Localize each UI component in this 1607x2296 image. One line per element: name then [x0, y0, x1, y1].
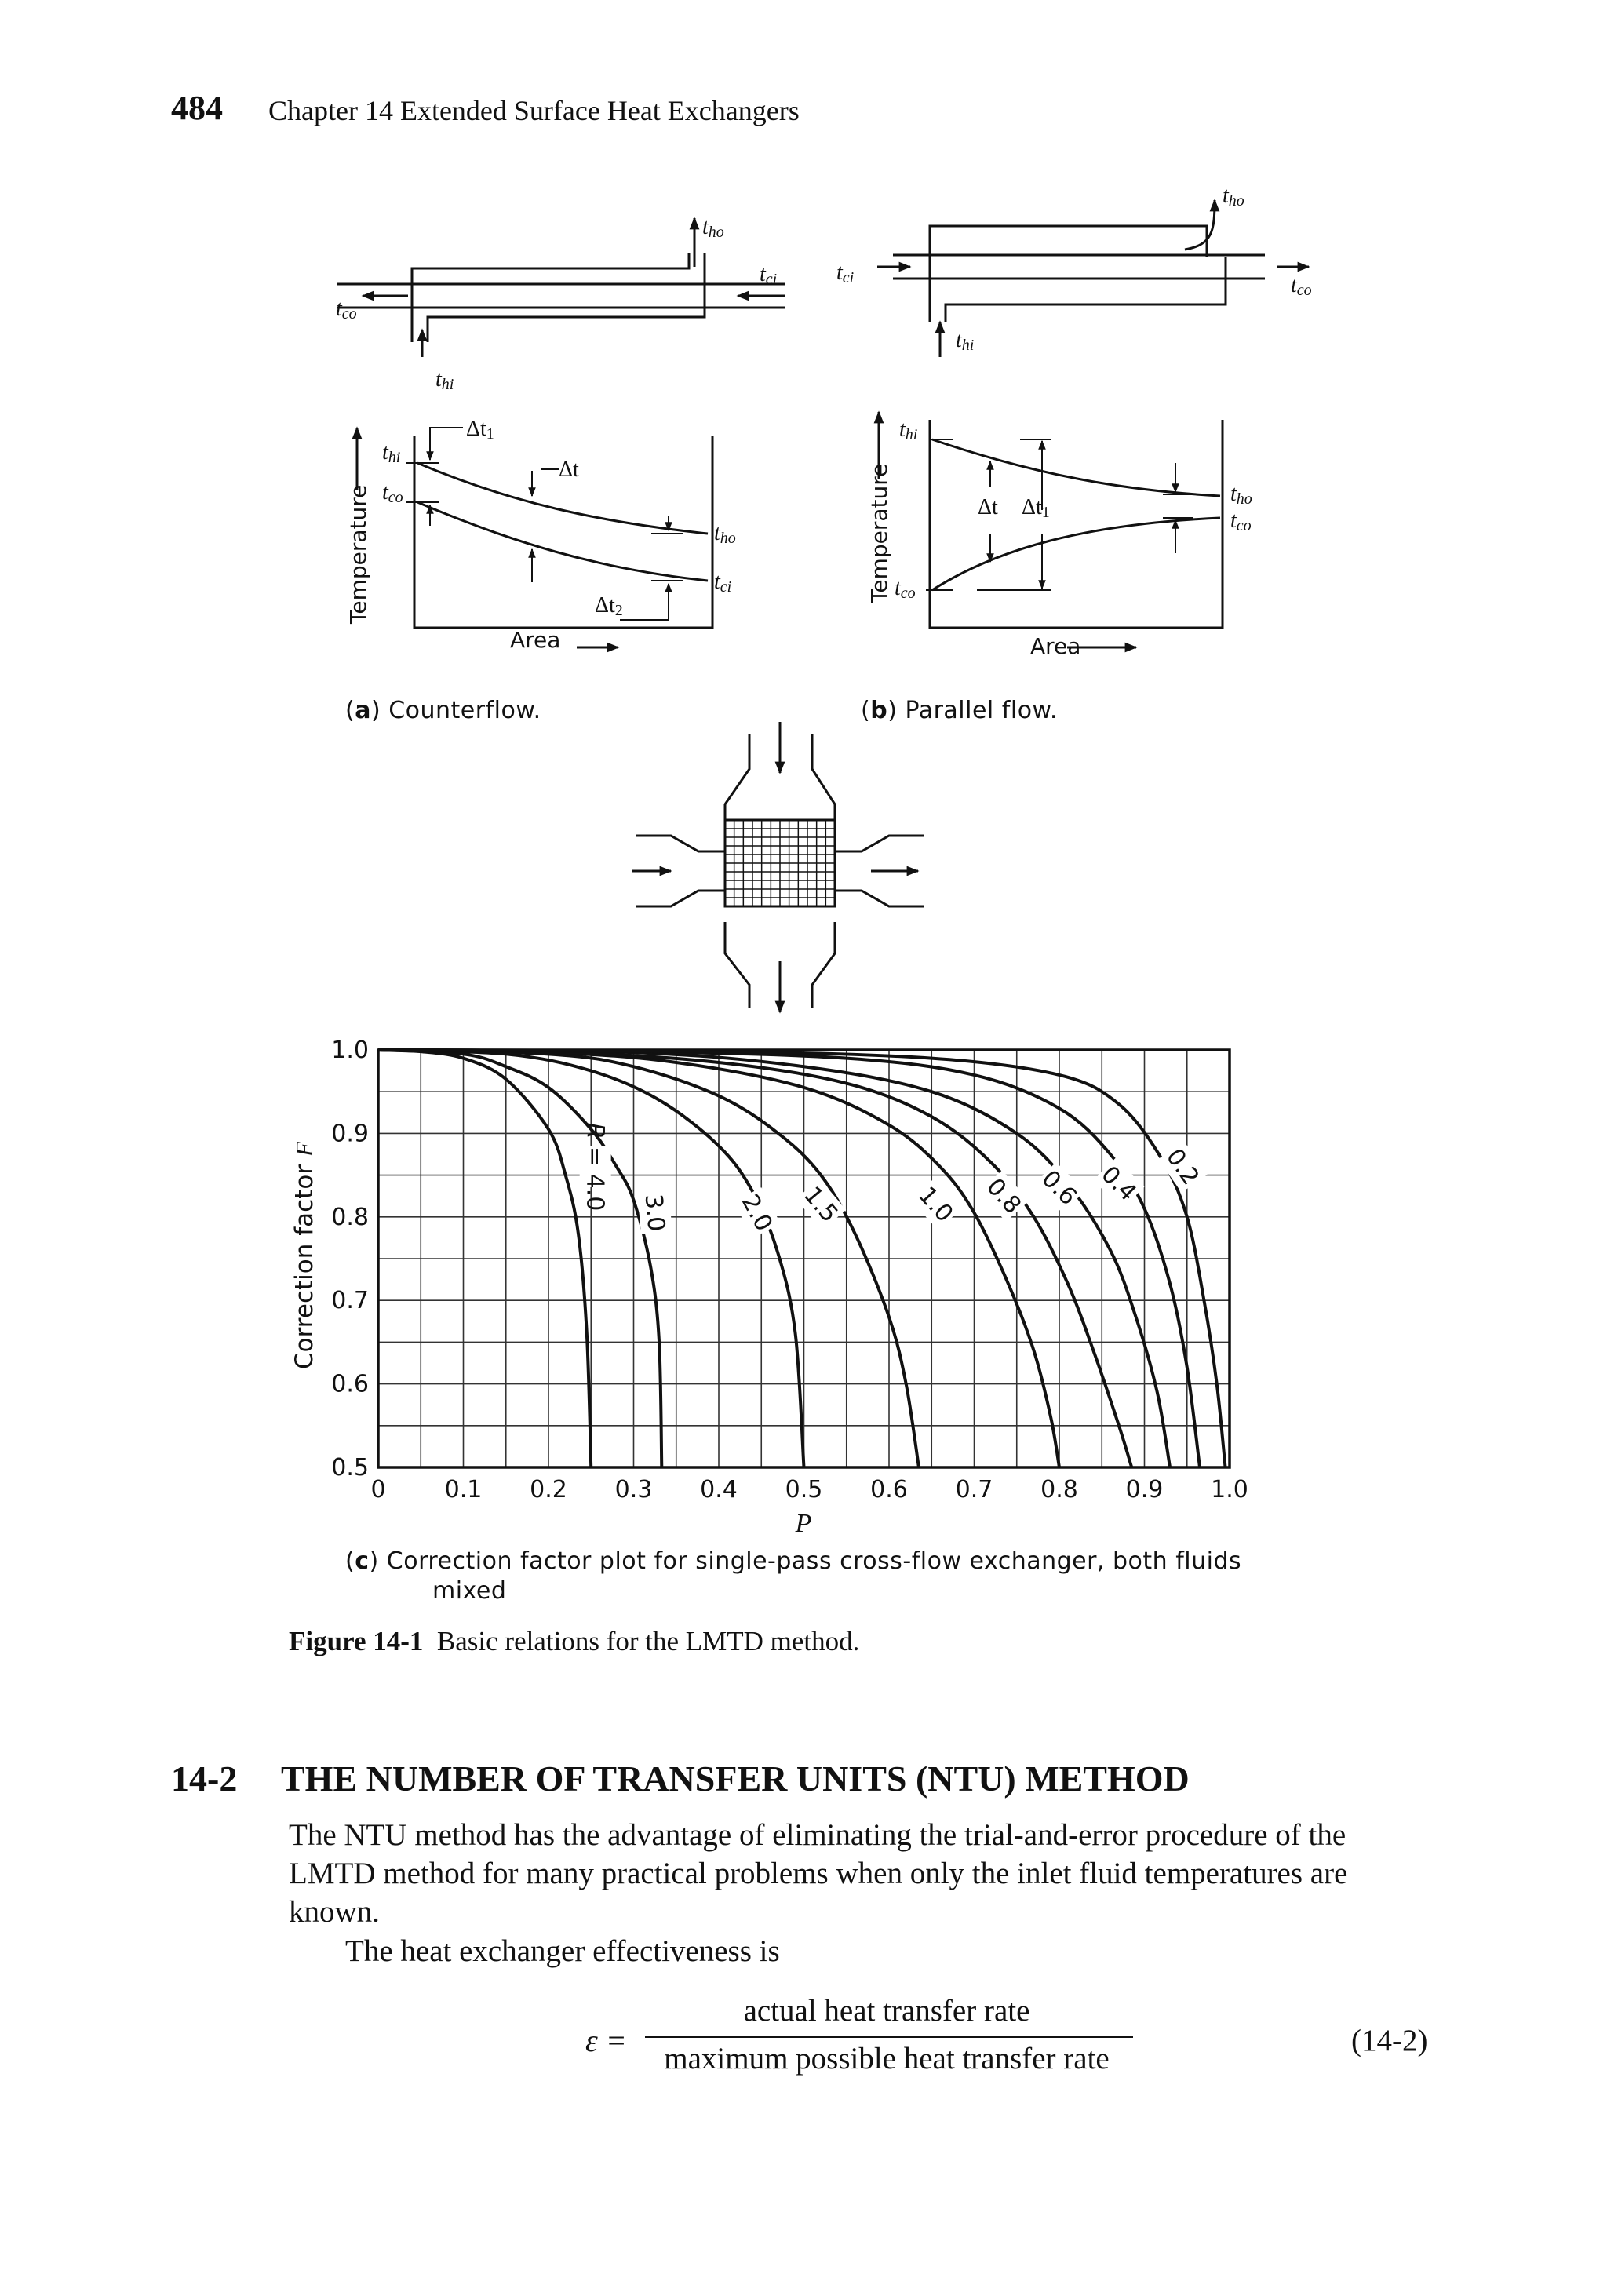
- svg-text:Δt: Δt: [559, 457, 579, 482]
- equation-lhs: ε =: [585, 2023, 627, 2058]
- caption-b: (b) Parallel flow.: [861, 697, 1058, 724]
- equation-number: (14-2): [1351, 2024, 1428, 2057]
- svg-text:Δt1: Δt1: [466, 417, 494, 443]
- body-paragraph: The heat exchanger effectiveness is: [345, 1934, 780, 1968]
- svg-text:tho: tho: [1230, 482, 1252, 508]
- x-tick-label: 0.2: [530, 1476, 567, 1503]
- y-tick-label: 0.8: [331, 1203, 369, 1231]
- fraction-bar: [645, 2036, 1133, 2038]
- svg-text:tci: tci: [714, 570, 732, 596]
- svg-text:tho: tho: [702, 215, 724, 241]
- series-label: 0.6: [1036, 1164, 1082, 1212]
- svg-text:tho: tho: [714, 521, 736, 547]
- y-tick-label: 1.0: [331, 1037, 369, 1064]
- counterflow-ylabel: Temperature: [345, 484, 371, 624]
- y-tick-label: 0.6: [331, 1370, 369, 1398]
- page-number: 484: [171, 89, 223, 127]
- x-tick-label: 0.9: [1125, 1476, 1164, 1503]
- x-tick-label: 1.0: [1211, 1476, 1248, 1503]
- caption-c-line1: (c) Correction factor plot for single-pass cross-flow exchanger, both fluids: [345, 1547, 1242, 1575]
- section-number: 14-2: [171, 1758, 238, 1799]
- series-label: 2.0: [735, 1190, 778, 1236]
- svg-text:tci: tci: [760, 262, 778, 288]
- x-tick-label: 0.8: [1040, 1476, 1078, 1503]
- series-label: 1.5: [798, 1181, 844, 1228]
- parallelflow-plot: [879, 412, 1223, 647]
- svg-text:thi: thi: [899, 417, 918, 443]
- parallelflow-schematic: [877, 200, 1309, 357]
- running-header: Chapter 14 Extended Surface Heat Exchangers: [268, 95, 800, 126]
- section-title: THE NUMBER OF TRANSFER UNITS (NTU) METHOD: [281, 1758, 1190, 1799]
- series-label: R = 4.0: [581, 1122, 609, 1212]
- label-tho: t: [702, 215, 709, 239]
- svg-text:thi: thi: [956, 328, 975, 354]
- x-tick-label: 0.7: [955, 1476, 993, 1503]
- series-label: 3.0: [639, 1193, 670, 1233]
- svg-text:tco: tco: [895, 576, 916, 602]
- figure-caption: [289, 1626, 859, 1657]
- svg-text:thi: thi: [435, 367, 454, 393]
- x-tick-label: 0.3: [614, 1476, 653, 1503]
- svg-text:tho: tho: [1223, 184, 1244, 210]
- svg-text:tco: tco: [336, 297, 357, 323]
- x-tick-label: 0.4: [700, 1476, 738, 1503]
- figure-caption-label: Figure 14-1: [289, 1626, 424, 1656]
- series-label: 1.0: [913, 1181, 959, 1228]
- body-paragraph: The NTU method has the advantage of eliminating the trial-and-error procedure of the LMTD method for many practical problems when only the inlet fluid temperatures are known.: [289, 1818, 1348, 1929]
- series-label: 0.2: [1160, 1143, 1204, 1190]
- x-tick-label: 0: [370, 1476, 386, 1503]
- svg-text:tco: tco: [382, 480, 403, 506]
- svg-text:tco: tco: [1230, 508, 1252, 534]
- y-tick-label: 0.5: [331, 1454, 369, 1481]
- equation-numerator: actual heat transfer rate: [743, 1994, 1030, 2028]
- y-tick-label: 0.7: [331, 1287, 369, 1315]
- counterflow-labels: [336, 215, 777, 619]
- svg-text:Δt: Δt: [978, 495, 998, 519]
- x-tick-label: 0.1: [444, 1476, 483, 1503]
- counterflow-xlabel: Area: [510, 627, 561, 653]
- section-heading: [171, 1758, 1190, 1799]
- correction-factor-chart: [290, 1037, 1248, 1538]
- figure-caption-text: Basic relations for the LMTD method.: [436, 1626, 860, 1656]
- parallelflow-xlabel: Area: [1030, 633, 1081, 659]
- parallelflow-ylabel: Temperature: [866, 463, 892, 603]
- svg-text:tco: tco: [1291, 273, 1312, 299]
- svg-text:Δt2: Δt2: [595, 593, 623, 619]
- crossflow-core-sketch: [632, 722, 924, 1012]
- equation-14-2: [0, 1989, 1607, 2091]
- x-tick-label: 0.5: [785, 1476, 823, 1503]
- svg-text:thi: thi: [382, 440, 401, 466]
- caption-a: (a) Counterflow.: [345, 697, 541, 724]
- caption-c-line2: mixed: [432, 1577, 507, 1605]
- chart-ylabel: Correction factor F: [290, 1142, 319, 1369]
- equation-denominator: maximum possible heat transfer rate: [664, 2042, 1110, 2076]
- counterflow-plot: [357, 428, 712, 647]
- svg-text:tci: tci: [836, 261, 855, 286]
- x-tick-label: 0.6: [870, 1476, 908, 1503]
- parallelflow-labels: [836, 184, 1312, 602]
- series-label: 0.8: [981, 1173, 1027, 1219]
- series-label: 0.4: [1095, 1161, 1142, 1207]
- y-tick-label: 0.9: [331, 1120, 369, 1148]
- chart-xlabel: P: [795, 1509, 812, 1538]
- svg-text:Δt1: Δt1: [1022, 495, 1050, 521]
